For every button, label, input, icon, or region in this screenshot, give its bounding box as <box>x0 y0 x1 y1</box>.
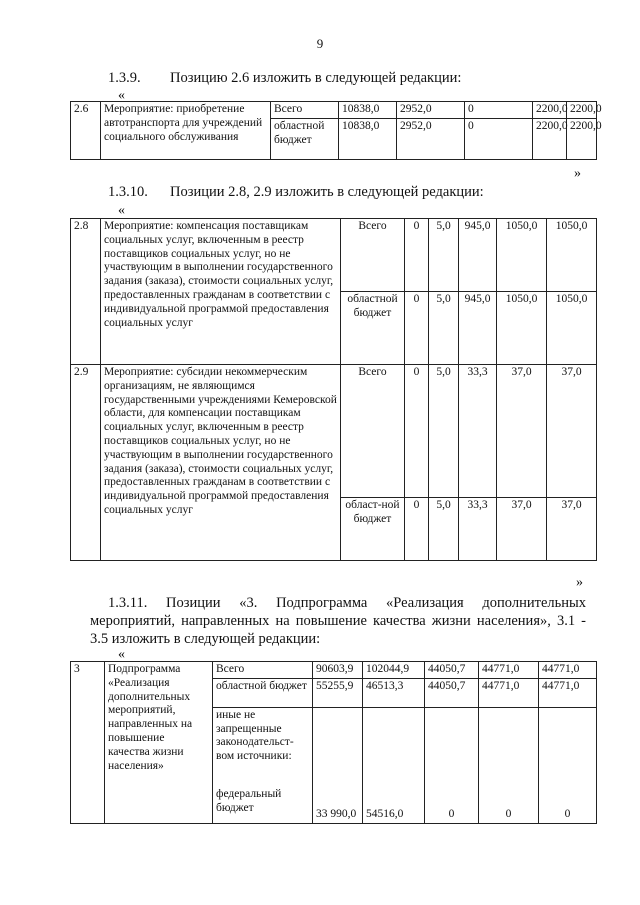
value-cell: 10838,0 <box>339 118 397 159</box>
value-cell: 33 990,0 <box>313 787 363 824</box>
section-heading: Позицию 2.6 изложить в следующей редакции: <box>170 70 462 86</box>
section-number: 1.3.10. <box>108 184 148 200</box>
value-cell: 0 <box>425 787 479 824</box>
open-quote: « <box>118 203 125 218</box>
open-quote: « <box>118 88 125 103</box>
value-cell: 37,0 <box>497 365 547 498</box>
table-row <box>71 102 597 119</box>
value-cell: 90603,9 <box>313 662 363 679</box>
source-label: областной бюджет <box>213 678 313 707</box>
table-row <box>71 662 597 679</box>
section-paragraph: 1.3.11. Позиции «3. Подпрограмма «Реализация дополнительных мероприятий, направленных на повышение качества жизни населения», 3.1 - 3.5 изложить в следующей редакции: <box>90 595 586 647</box>
measure-name: Мероприятие: компенсация поставщикам социальных услуг, включенным в реестр поставщиков социальных услуг, но не участвующим в выполнении государственного задания (заказа), стоимости социальных услуг, предоставленных гражданам в соответствии с индивидуальной программой предоставления социальных услуг <box>101 219 341 365</box>
value-cell: 37,0 <box>547 498 597 561</box>
value-cell: 0 <box>405 219 429 292</box>
page-number: 9 <box>316 36 324 51</box>
position-number: 3 <box>71 662 105 824</box>
value-cell: 37,0 <box>497 498 547 561</box>
value-cell: 0 <box>405 498 429 561</box>
value-cell: 2200,0 <box>567 118 597 159</box>
value-cell <box>539 707 597 787</box>
table-position-3 <box>70 661 597 824</box>
value-cell: 2200,0 <box>533 102 567 119</box>
value-cell: 44050,7 <box>425 662 479 679</box>
value-cell: 46513,3 <box>363 678 425 707</box>
table-row <box>71 365 597 498</box>
source-label: иные не запрещенные законодательст-вом источники: <box>213 707 313 787</box>
value-cell: 44771,0 <box>539 662 597 679</box>
value-cell: 54516,0 <box>363 787 425 824</box>
value-cell <box>425 707 479 787</box>
value-cell: 2952,0 <box>397 102 465 119</box>
value-cell: 2952,0 <box>397 118 465 159</box>
measure-name: Подпрограмма «Реализация дополнительных мероприятий, направленных на повышение качества жизни населения» <box>105 662 213 824</box>
value-cell: 945,0 <box>459 292 497 365</box>
open-quote: « <box>118 647 125 662</box>
value-cell: 44050,7 <box>425 678 479 707</box>
value-cell: 2200,0 <box>533 118 567 159</box>
section-heading: Позиции 2.8, 2.9 изложить в следующей редакции: <box>170 184 484 200</box>
measure-name: Мероприятие: субсидии некоммерческим организациям, не являющимся государственными учреждениями Кемеровской области, для компенсации поставщикам социальных услуг, включенным в реестр поставщиков социальных услуг, но не участвующим в выполнении государственного задания (заказа), стоимости социальных услуг, предоставленных гражданам в соответствии с индивидуальной программой предоставления социальных услуг <box>101 365 341 561</box>
section-number: 1.3.9. <box>108 70 141 86</box>
value-cell: 37,0 <box>547 365 597 498</box>
close-quote: » <box>576 575 583 590</box>
value-cell: 44771,0 <box>539 678 597 707</box>
value-cell: 1050,0 <box>547 292 597 365</box>
measure-name: Мероприятие: приобретение автотранспорта для учреждений социального обслуживания <box>101 102 271 160</box>
value-cell: 1050,0 <box>497 219 547 292</box>
position-number: 2.6 <box>71 102 101 160</box>
value-cell: 0 <box>465 102 533 119</box>
value-cell: 1050,0 <box>497 292 547 365</box>
source-label: федеральный бюджет <box>213 787 313 824</box>
value-cell: 945,0 <box>459 219 497 292</box>
value-cell: 0 <box>479 787 539 824</box>
value-cell: 0 <box>465 118 533 159</box>
source-label: Всего <box>341 219 405 292</box>
value-cell: 102044,9 <box>363 662 425 679</box>
value-cell: 2200,0 <box>567 102 597 119</box>
source-label: Всего <box>213 662 313 679</box>
value-cell: 33,3 <box>459 365 497 498</box>
value-cell: 0 <box>405 365 429 498</box>
value-cell: 1050,0 <box>547 219 597 292</box>
source-label: областной бюджет <box>271 118 339 159</box>
value-cell: 33,3 <box>459 498 497 561</box>
table-position-2-6 <box>70 101 602 160</box>
value-cell: 55255,9 <box>313 678 363 707</box>
source-label: Всего <box>341 365 405 498</box>
value-cell: 44771,0 <box>479 662 539 679</box>
table-row <box>71 219 597 292</box>
value-cell: 5,0 <box>429 219 459 292</box>
table-positions-2-8-2-9 <box>70 218 597 561</box>
value-cell: 10838,0 <box>339 102 397 119</box>
close-quote: » <box>574 166 581 181</box>
value-cell: 0 <box>539 787 597 824</box>
value-cell: 44771,0 <box>479 678 539 707</box>
value-cell <box>363 707 425 787</box>
value-cell: 0 <box>405 292 429 365</box>
source-label: област-ной бюджет <box>341 498 405 561</box>
value-cell <box>479 707 539 787</box>
position-number: 2.8 <box>71 219 101 365</box>
value-cell <box>313 707 363 787</box>
value-cell: 5,0 <box>429 292 459 365</box>
position-number: 2.9 <box>71 365 101 561</box>
source-label: областной бюджет <box>341 292 405 365</box>
value-cell: 5,0 <box>429 365 459 498</box>
value-cell: 5,0 <box>429 498 459 561</box>
source-label: Всего <box>271 102 339 119</box>
